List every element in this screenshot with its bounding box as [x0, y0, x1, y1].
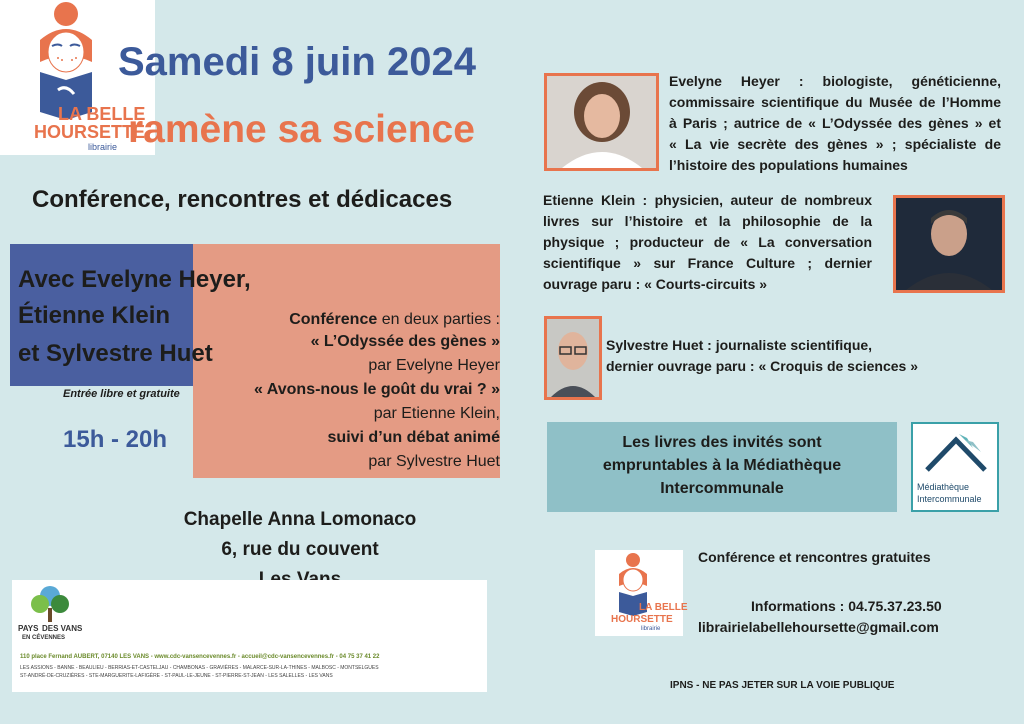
- small-logo-line2: HOURSETTE: [611, 614, 673, 625]
- cdc-name-line1: PAYS: [18, 624, 39, 633]
- talk2-speaker: par Etienne Klein,: [373, 405, 500, 422]
- free-info: Conférence et rencontres gratuites: [698, 549, 931, 565]
- event-date: Samedi 8 juin 2024: [118, 40, 476, 84]
- mediatheque-logo-line2: Intercommunale: [917, 494, 982, 504]
- klein-bio-line: ouvrage paru : « Courts-circuits »: [543, 276, 768, 292]
- house-icon: [921, 430, 991, 474]
- klein-bio: [543, 190, 872, 295]
- huet-photo: [544, 316, 602, 400]
- mediatheque-line: Les livres des invités sont: [622, 434, 822, 451]
- mediatheque-line: Intercommunale: [660, 480, 784, 497]
- event-hours: 15h - 20h: [63, 426, 168, 453]
- bookshop-logo-small: [595, 550, 688, 636]
- phone-info: Informations : 04.75.37.23.50: [751, 598, 942, 614]
- venue-name: Chapelle Anna Lomonaco: [183, 509, 417, 530]
- debate-moderator: par Sylvestre Huet: [368, 453, 500, 470]
- program-heading: [289, 311, 500, 329]
- program-conf-rest: en deux parties :: [377, 311, 500, 328]
- klein-bio-line: livres sur l’histoire et la philosophie de la: [543, 213, 872, 229]
- cdc-footer: [12, 580, 487, 692]
- mediatheque-logo: [911, 422, 999, 512]
- huet-bio-line: dernier ouvrage paru : « Croquis de sciences »: [606, 358, 918, 374]
- guests-line2: Étienne Klein: [18, 302, 171, 329]
- klein-bio-line: Etienne Klein : physicien, auteur de nombreux: [543, 192, 872, 208]
- heyer-bio-line: commissaire scientifique du Musée de l’Homme: [669, 94, 1001, 110]
- talk2-title: « Avons-nous le goût du vrai ? »: [254, 381, 500, 398]
- heyer-photo: [544, 73, 659, 171]
- talk1-title: « L’Odyssée des gènes »: [310, 333, 500, 350]
- mediatheque-line: empruntables à la Médiathèque: [602, 457, 842, 474]
- small-logo-line1: LA BELLE: [639, 602, 688, 613]
- logo-line3: librairie: [88, 142, 118, 152]
- heyer-bio: [669, 71, 1001, 176]
- guests-line3: et Sylvestre Huet: [18, 340, 213, 367]
- heyer-bio-line: « La vie secrète des gènes » ; spécialiste de: [669, 136, 1001, 152]
- mediatheque-text: [547, 431, 897, 500]
- cdc-towns1: LES ASSIONS - BANNE - BEAULIEU - BERRIAS-ET-CASTELJAU - CHAMBONAS - GRAVIÈRES - MALARCE-SUR-LA-THINES - MALBOSC - MONTSELGUES: [20, 665, 379, 671]
- cdc-name-line2: DES VANS: [42, 624, 83, 633]
- talk1-speaker: par Evelyne Heyer: [368, 357, 500, 374]
- email-link[interactable]: librairielabellehoursette@gmail.com: [698, 619, 939, 635]
- logo-line2: HOURSETTE: [34, 122, 146, 142]
- huet-bio: [606, 335, 918, 377]
- heyer-bio-line: Evelyne Heyer : biologiste, généticienne,: [669, 73, 1001, 89]
- huet-bio-line: Sylvestre Huet : journaliste scientifique,: [606, 337, 873, 353]
- heyer-bio-line: à Paris ; autrice de « L’Odyssée des gènes » et: [669, 115, 1001, 131]
- person-photo-icon: [547, 319, 599, 397]
- entry-note: Entrée libre et gratuite: [63, 388, 180, 400]
- ipns-notice: IPNS - NE PAS JETER SUR LA VOIE PUBLIQUE: [670, 680, 895, 691]
- guests-line1: Avec Evelyne Heyer,: [18, 266, 251, 293]
- klein-bio-line: scientifique » sur France Culture ; dernier: [543, 255, 872, 271]
- event-subtitle: ramène sa science: [128, 108, 475, 151]
- mediatheque-logo-line1: Médiathèque: [917, 482, 970, 492]
- person-photo-icon: [547, 76, 656, 168]
- heyer-bio-line: l’histoire des populations humaines: [669, 157, 908, 173]
- conference-heading: Conférence, rencontres et dédicaces: [32, 186, 453, 213]
- person-photo-icon: [896, 198, 1002, 290]
- cdc-name-line3: EN CÉVENNES: [22, 635, 66, 641]
- program-conf-word: Conférence: [289, 311, 378, 328]
- cdc-address: 110 place Fernand AUBERT, 07140 LES VANS - www.cdc-vansencevennes.fr - accueil@cdc-vansencevennes.fr - 04 75 37 41 22: [20, 654, 380, 660]
- klein-bio-line: physique ; producteur de « La conversation: [543, 234, 872, 250]
- logo-line1: LA BELLE: [58, 104, 146, 124]
- small-logo-line3: librairie: [641, 626, 661, 632]
- cdc-towns2: ST-ANDRÉ-DE-CRUZIÈRES - STE-MARGUERITE-LAFIGÈRE - ST-PAUL-LE-JEUNE - ST-PIERRE-ST-JEAN - LES SALELLES - LES VANS: [20, 673, 333, 679]
- debate-title: suivi d’un débat animé: [327, 429, 500, 446]
- venue-street: 6, rue du couvent: [221, 539, 379, 560]
- klein-photo: [893, 195, 1005, 293]
- tree-icon: [20, 582, 80, 624]
